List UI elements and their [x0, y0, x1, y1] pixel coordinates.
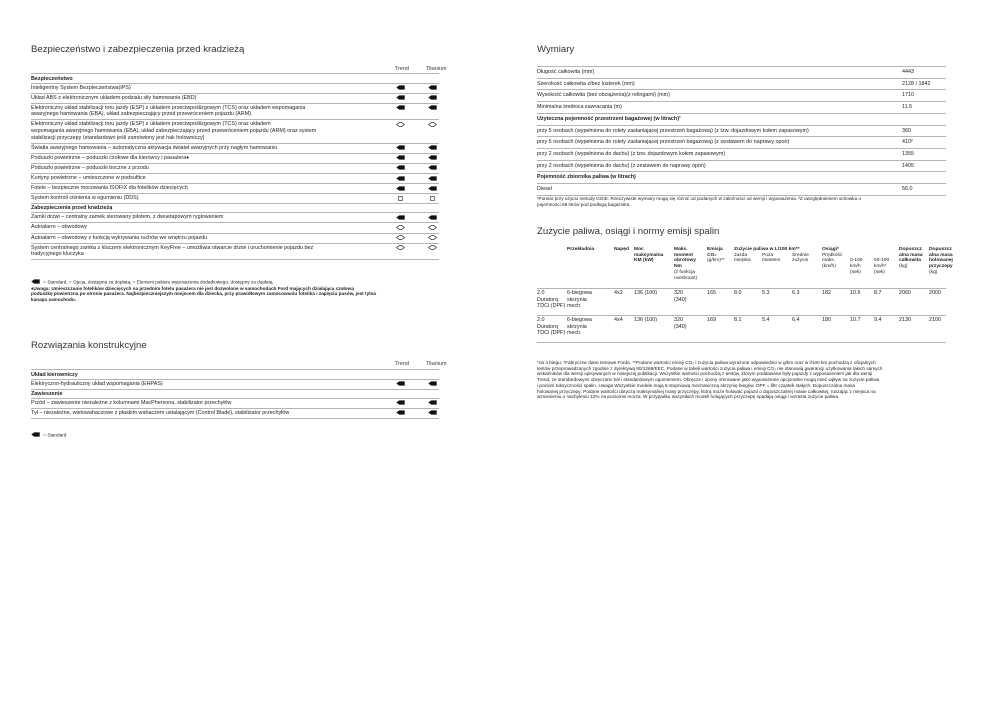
feature-row: [31, 212, 439, 222]
dimensions-note: [537, 196, 946, 207]
feature-label: Elektryczno-hydrauliczny układ wspomagania (EHPAS): [31, 380, 163, 387]
fuel-cell-vmax: 182: [822, 290, 831, 296]
feature-row: [31, 83, 439, 93]
feature-row: [31, 163, 439, 173]
fuel-header-city: Jazda miejska: [734, 252, 751, 264]
fuel-note-line: testów przeprowadzanych zgodnie z dyrektywą 80/1268/EEC. Podane w tabeli wartości zużycia paliwa i emisji CO₂ nie stanowią gwarancji użytkowania takich samych: [537, 365, 883, 371]
standard-titanium-icon: [428, 410, 437, 415]
feature-row: [31, 183, 439, 193]
feature-row: [31, 379, 439, 389]
fuel-note-line: *na 4 biegu. *Fabryczne dane testowe Forda. **Podane wartości emisji CO₂ i zużycia paliwa wyrażone odpowiednio w g/km oraz w l/100 km pochodzą z oficjalnych: [537, 360, 876, 365]
security-title: Bezpieczeństwo i zabezpieczenia przed kradzieżą: [31, 44, 245, 55]
section-heading: [537, 113, 946, 125]
section-heading: [31, 370, 439, 379]
dimension-row: [537, 148, 946, 160]
fuel-header-gearbox: Przekładnia: [567, 247, 595, 252]
dimension-value: 2128 / 1842: [902, 80, 931, 87]
fuel-note-line: wskaźników dla wersji opisywanych w niniejszej publikacji. Wszystkie wartości pochodzą z testów, którym poddawane były pojazdy z wyposażeniem jak dla wersji: [537, 371, 873, 377]
fuel-header-vmax: Prędkość maks. (km/h): [822, 252, 843, 270]
row-divider: [537, 288, 946, 289]
legend-line-3: poduszkę powietrzna po stronie pasażera. Najbezpieczniejszym miejscem dla dziecka, przy prawidłowym zamocowaniu fotelika i zapięciu pasów, jest tylna: [31, 291, 376, 297]
option-titanium-icon: [428, 235, 437, 240]
dimension-row: [537, 125, 946, 137]
standard-trend-icon: [396, 186, 405, 191]
feature-row: [31, 173, 439, 183]
dimension-value: 360: [902, 127, 911, 134]
standard-trend-icon: [396, 176, 405, 181]
col-header-titanium-2: Titanium: [426, 361, 447, 367]
fuel-note-line: wzniesieniu o nachyleniu 12% na poziomie morza. W przypadku wszystkich modeli holujących przyczepę spadają osiągi i wzrasta zużycie paliwa.: [537, 394, 840, 400]
fuel-header-power: Moc maksymalna KM (kW): [634, 247, 664, 264]
package-titanium-icon: [428, 196, 437, 201]
standard-titanium-icon: [428, 381, 437, 386]
security-legend: [31, 279, 439, 303]
legend-line-1: = Standard, = Opcja, dostępna za dopłatą, = Element pakietu wyposażenia dodatkowego, dostępny za dopłatą.: [31, 279, 439, 286]
legend-line-4: kanapa samochodu.: [31, 297, 77, 303]
fuel-cell-city: 8.0: [734, 290, 742, 296]
option-trend-icon: [396, 245, 405, 250]
feature-row: [31, 408, 439, 418]
feature-row: [31, 222, 439, 232]
fuel-header-gvw: Dopuszcz alna masa całkowita (kg): [899, 247, 923, 270]
standard-icon: [31, 279, 40, 286]
standard-titanium-icon: [428, 145, 437, 150]
fuel-cell-city: 8.1: [734, 317, 742, 323]
fuel-note-line: holowanej przyczepy: Podane wartości dotyczą maksymalnej masy przyczepy, którą może holować pojazd o dopuszczalnej masie całkowitej, ruszając z miejsca na: [537, 388, 876, 394]
fuel-header-el: 50-100 km/h* (sek): [874, 258, 890, 275]
fuel-cell-gearbox: 6-biegowa skrzynia mech.: [567, 317, 592, 337]
standard-icon: [31, 432, 40, 439]
fuel-title: Zużycie paliwa, osiągi i normy emisji spalin: [537, 226, 720, 237]
feature-label: Światła awaryjnego hamowania – automatyczna aktywacja świateł awaryjnych przy nagłym hamowaniu: [31, 144, 278, 151]
dimension-value: 11.5: [902, 104, 913, 111]
construction-title: Rozwiązania konstrukcyjne: [31, 340, 147, 351]
standard-titanium-icon: [428, 186, 437, 191]
col-header-trend: Trend: [395, 66, 409, 72]
dimension-label: Wysokość całkowita (bez obciążenia)(z relingami) (mm): [537, 92, 670, 99]
feature-row: [31, 398, 439, 408]
fuel-header-performance-group: Osiągi*: [822, 247, 839, 252]
construction-legend: = Standard: [31, 432, 66, 439]
standard-titanium-icon: [428, 215, 437, 220]
standard-titanium-icon: [428, 85, 437, 90]
standard-titanium-icon: [428, 155, 437, 160]
feature-label: stabilizacji przyczepy (standardowo jeśli zamówiony jest hak holowniczy): [31, 134, 205, 141]
row-divider: [31, 259, 439, 260]
option-titanium-icon: [428, 245, 437, 250]
package-trend-icon: [396, 196, 405, 201]
section-label: Użyteczna pojemność przestrzeni bagażowej (w litrach)¹: [537, 115, 681, 122]
dimensions-title: Wymiary: [537, 44, 575, 55]
fuel-header-torque: Maks. moment obrotowy Nm (z funkcją overboost): [674, 247, 698, 281]
dimension-row: [537, 101, 946, 113]
fuel-header-consumption-group: Zużycie paliwa w L/100 km**: [734, 247, 800, 252]
feature-label: Autoalarm – obwodowy: [31, 224, 88, 231]
col-header-trend-2: Trend: [395, 361, 409, 367]
standard-trend-icon: [396, 215, 405, 220]
fuel-row: [537, 290, 946, 315]
fuel-cell-vmax: 180: [822, 317, 831, 323]
dimension-value: 410²: [902, 139, 913, 146]
feature-row: [31, 103, 439, 120]
feature-label: Poduszki powietrzne – poduszki czołowe dla kierowcy i pasażera♦: [31, 154, 189, 161]
section-heading: [31, 74, 439, 83]
fuel-cell-combined: 6.3: [792, 290, 800, 296]
dimension-label: Diesel: [537, 186, 552, 192]
fuel-cell-towing: 2000: [929, 290, 941, 296]
section-label: Pojemność zbiornika paliwa (w litrach): [537, 174, 636, 181]
feature-row: [31, 93, 439, 103]
section-label: Zawieszenie: [31, 390, 63, 397]
fuel-header-extra: Poza miastem: [762, 252, 781, 264]
fuel-note-line: i poziom toksyczności spalin. Uwaga Wszystkie modele mają 6-stopniową mechaniczną skrzynię biegów. DPF = filtr cząstek stałych. Dopuszczalna masa: [537, 382, 855, 388]
fuel-cell-torque: 320 (340): [674, 317, 687, 330]
feature-row: [31, 143, 439, 153]
fuel-cell-co2: 165: [707, 290, 716, 296]
section-label: Bezpieczeństwo: [31, 75, 73, 82]
fuel-cell-torque: 320 (340): [674, 290, 687, 303]
fuel-cell-gearbox: 6-biegowa skrzynia mech.: [567, 290, 592, 310]
dimension-row: [537, 78, 946, 90]
standard-titanium-icon: [428, 95, 437, 100]
section-heading: [537, 171, 946, 183]
feature-label: System centralnego zamka z kluczem elektronicznym KeyFree – umożliwia otwarcie drzwi i uruchomienie pojazdu bez: [31, 244, 314, 251]
feature-label: Układ ABS z elektronicznym układem podziału siły hamowania (EBD): [31, 94, 197, 101]
fuel-cell-el: 8.7: [874, 290, 882, 296]
feature-label: Tył – niezależne, wielowahaczowe z płaskim wahaczem ustalającym (Control Blade), stabilizator przechyłów: [31, 409, 290, 416]
feature-label: tradycyjnego kluczyka: [31, 251, 84, 258]
dimension-value: 4443: [902, 69, 914, 75]
dimension-label: Długość całkowita (mm): [537, 69, 595, 75]
standard-titanium-icon: [428, 165, 437, 170]
feature-row: [31, 193, 439, 203]
option-trend-icon: [396, 122, 405, 127]
option-trend-icon: [396, 235, 405, 240]
standard-titanium-icon: [428, 105, 437, 110]
feature-label: Elektroniczny układ stabilizacji toru jazdy (ESP) z układem przeciwpoślizgowym (TCS) oraz układem: [31, 121, 271, 128]
dimension-row: [537, 136, 946, 148]
standard-trend-icon: [396, 155, 405, 160]
feature-row: [31, 153, 439, 163]
feature-label: Fotele – bezpieczne mocowania ISOFIX dla fotelików dziecięcych: [31, 185, 188, 192]
dimension-row: [537, 183, 946, 195]
standard-trend-icon: [396, 95, 405, 100]
fuel-cell-el: 9.4: [874, 317, 882, 323]
legend-line-2: ♦Uwaga: Umieszczanie fotelików dziecięcych na przednim fotelu pasażera nie jest dozwolone w samochodach Ford mających działająca czołową: [31, 285, 354, 291]
section-heading: [31, 389, 439, 398]
feature-label: Elektroniczny układ stabilizacji toru jazdy (ESP) z układem przeciwpoślizgowym (TCS) oraz układem wspomagania: [31, 104, 306, 111]
dimension-label: Minimalna średnica zawracania (m): [537, 104, 622, 111]
dimension-value: 1710: [902, 92, 914, 99]
fuel-header-towing: Dopuszcz alna masa holowanej przyczepy (kg): [929, 247, 953, 275]
dimension-label: przy 2 osobach (wypełniona do dachu) (z zestawem do naprawy opon): [537, 162, 706, 169]
feature-label: System kontroli ciśnienia w ogumieniu (DDS): [31, 195, 139, 202]
fuel-cell-combined: 6.4: [792, 317, 800, 323]
fuel-cell-co2: 169: [707, 317, 716, 323]
standard-titanium-icon: [428, 176, 437, 181]
dimension-value: 56.0: [902, 186, 913, 192]
fuel-header-acc: 0-100 km/h (sek): [850, 258, 863, 275]
fuel-cell-extra: 5.4: [762, 317, 770, 323]
dimension-row: [537, 66, 946, 78]
fuel-cell-power: 136 (100): [634, 317, 658, 323]
dimension-label: przy 2 osobach (wypełniona do dachu) (z tzw. dojazdowym kołem zapasowym): [537, 150, 726, 157]
feature-label: awaryjnego hamowania (EBA), układ zabezpieczający przed przewróceniem pojazdu (ARM).: [31, 111, 253, 118]
standard-trend-icon: [396, 165, 405, 170]
standard-trend-icon: [396, 400, 405, 405]
feature-label: Zamki drzwi – centralny zamek sterowany pilotem, z dwuetapowym ryglowaniem: [31, 214, 224, 221]
option-titanium-icon: [428, 122, 437, 127]
fuel-cell-gvw: 2130: [899, 317, 911, 323]
feature-row: [31, 233, 439, 243]
option-titanium-icon: [428, 225, 437, 230]
fuel-cell-drive: 4x4: [614, 317, 623, 323]
fuel-header-combined: Średnie zużycie: [792, 252, 809, 264]
fuel-header-drive: Napęd: [614, 247, 629, 252]
standard-trend-icon: [396, 381, 405, 386]
dimension-row: [537, 160, 946, 172]
row-divider: [537, 342, 946, 343]
dimension-label: przy 5 osobach (wypełniona do rolety zasłaniającej przestrzeń bagażową) (z tzw. dojazdowym kołem zapasowym): [537, 127, 809, 134]
feature-label: Autoalarm – obwodowy z funkcją wykrywania ruchów we wnętrzu pojazdu: [31, 234, 208, 241]
dimension-value: 1355: [902, 150, 914, 157]
feature-row: [31, 243, 439, 260]
fuel-cell-gvw: 2060: [899, 290, 911, 296]
dimension-label: przy 5 osobach (wypełniona do rolety zasłaniającej przestrzeń bagażową) (z zestawem do naprawy opon): [537, 139, 790, 146]
fuel-note-line: Trend, ze standardowymi obręczami kół i standardowym ogumieniem. Obręcze i opony oferowane jako wyposażenie opcjonalne mogą mieć wpływ na zużycie paliwa: [537, 377, 880, 383]
feature-label: Przód – zawieszenie niezależne z kolumnami MacPhersona, stabilizator przechyłów: [31, 399, 232, 406]
standard-trend-icon: [396, 145, 405, 150]
option-trend-icon: [396, 225, 405, 230]
fuel-cell-acc: 10.7: [850, 317, 861, 323]
fuel-cell-acc: 10.6: [850, 290, 861, 296]
row-divider: [31, 418, 439, 419]
fuel-cell-engine: 2.0 Duratorq TDCi (DPF): [537, 290, 566, 310]
fuel-cell-power: 136 (100): [634, 290, 658, 296]
section-label: Układ kierowniczy: [31, 371, 78, 378]
feature-label: Kurtyny powietrzne – umieszczone w podsufitce: [31, 175, 146, 181]
dimension-value: 1405: [902, 162, 914, 169]
dimension-label: Szerokość całkowita z/bez lusterek (mm): [537, 80, 635, 87]
feature-label: Inteligentny System Bezpieczeństwa(IPS): [31, 84, 131, 91]
section-heading: [31, 203, 439, 212]
fuel-cell-drive: 4x2: [614, 290, 623, 296]
standard-titanium-icon: [428, 400, 437, 405]
section-label: Zabezpieczenia przed kradzieżą: [31, 205, 113, 212]
fuel-notes: [537, 360, 946, 400]
fuel-row: [537, 317, 946, 342]
dimensions-note-line-1: ¹Pomiar przy użyciu metody GOIE. Rzeczywiste wymiary mogą się różnić od podanych w zależności od wersji i wyposażenia. ²Z uwzględnieniem schowka o: [537, 196, 862, 201]
feature-label: Poduszki powietrzne – poduszki boczne z przodu: [31, 164, 149, 171]
standard-trend-icon: [396, 410, 405, 415]
feature-label: wspomagania awaryjnego hamowania (EBA), układ zabezpieczający przed przewróceniem pojazdu (ARM) oraz system: [31, 127, 317, 134]
standard-trend-icon: [396, 105, 405, 110]
dimension-row: [537, 89, 946, 101]
fuel-cell-engine: 2.0 Duratorq TDCi (DPF): [537, 317, 566, 337]
fuel-cell-towing: 2100: [929, 317, 941, 323]
dimensions-note-line-2: pojemności 68 litrów pod podłogą bagażnika.: [537, 201, 631, 207]
fuel-header-co2: Emisja CO₂ (g/km)**: [707, 247, 725, 264]
col-header-titanium: Titanium: [426, 66, 447, 72]
fuel-cell-extra: 5.3: [762, 290, 770, 296]
feature-row: [31, 119, 439, 142]
row-divider: [537, 315, 946, 316]
standard-trend-icon: [396, 85, 405, 90]
